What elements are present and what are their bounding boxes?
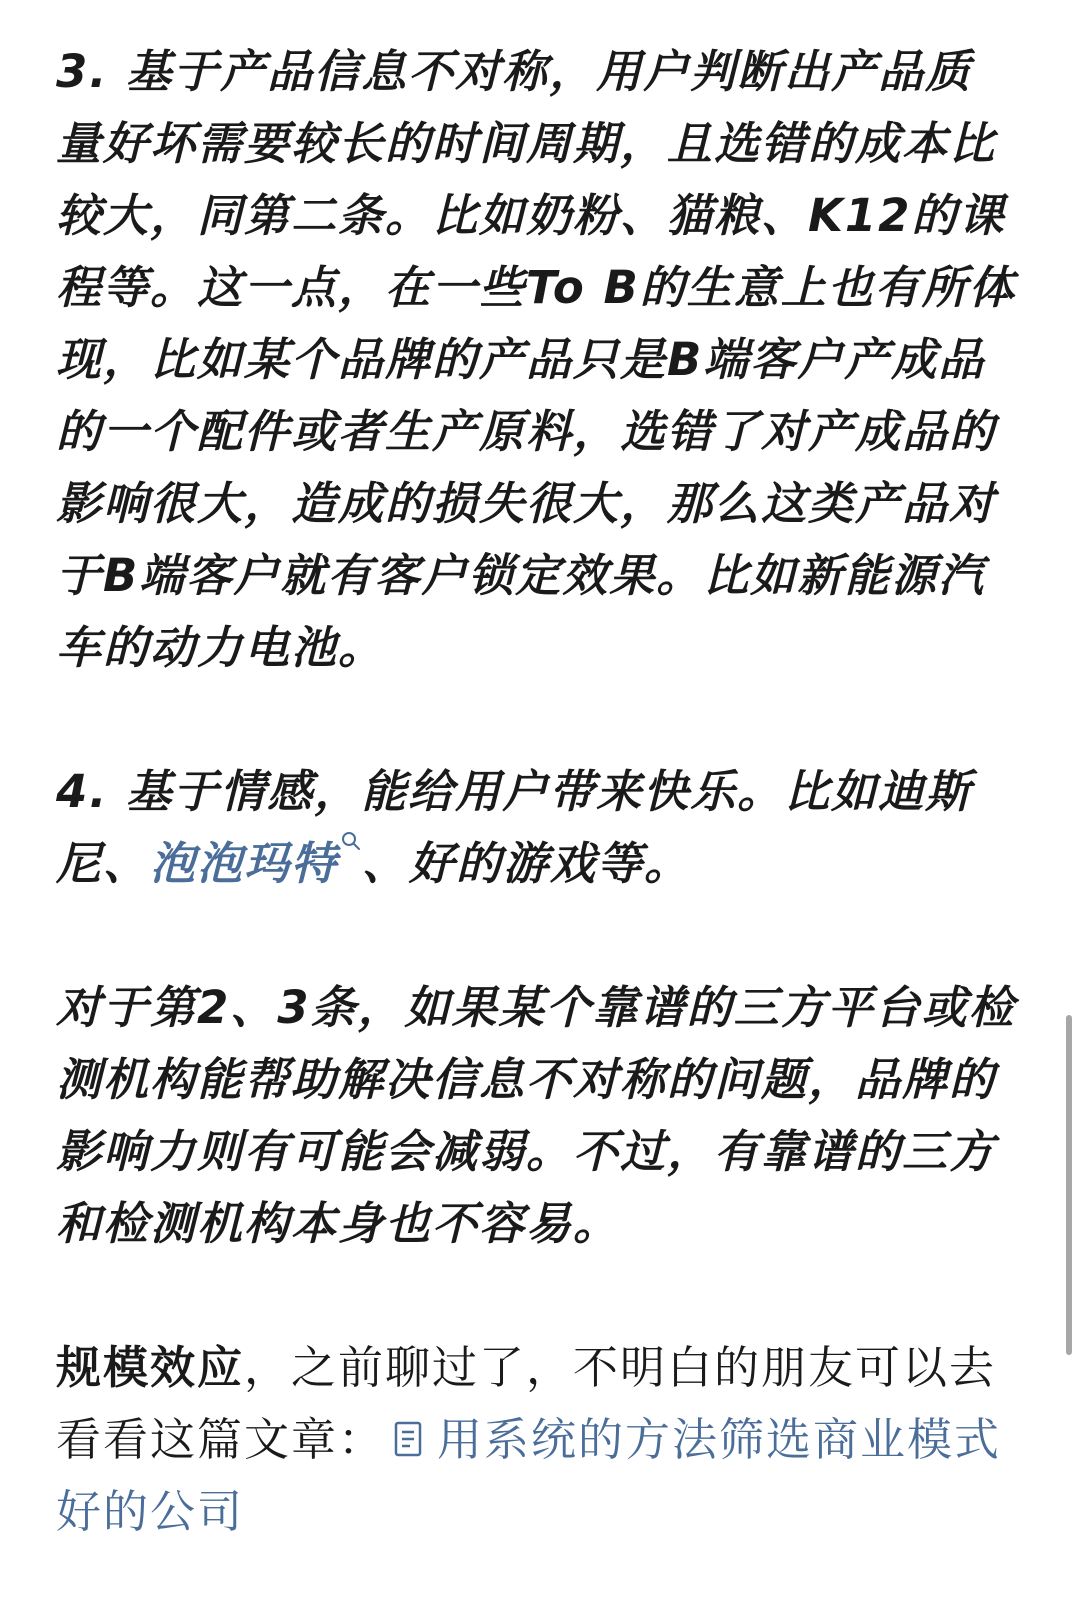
paragraph-point-4 <box>56 756 1018 900</box>
paragraph-text: 、好的游戏等。 <box>362 837 692 890</box>
search-icon[interactable] <box>340 828 362 862</box>
document-icon[interactable] <box>391 1408 427 1448</box>
paragraph-scale-effect <box>56 1332 1018 1548</box>
scrollbar[interactable] <box>1066 1015 1072 1355</box>
bold-term: 规模效应 <box>56 1341 245 1394</box>
paragraph-note <box>56 972 1018 1260</box>
paragraph-text: 3. 基于产品信息不对称，用户判断出产品质量好坏需要较长的时间周期，且选错的成本比较大，同第二条。比如奶粉、猫粮、K12的课程等。这一点，在一些To B的生意上也有所体现，比如某个品牌的产品只是B端客户产成品的一个配件或者生产原料，选错了对产成品的影响很大，造成的损失很大，那么这类产品对于B端客户就有客户锁定效果。比如新能源汽车的动力电池。 <box>56 45 1016 674</box>
paragraph-point-3 <box>56 36 1018 684</box>
search-link-popmart[interactable]: 泡泡玛特 <box>150 837 339 890</box>
paragraph-text: 对于第2、3条，如果某个靠谱的三方平台或检测机构能帮助解决信息不对称的问题，品牌的影响力则有可能会减弱。不过，有靠谱的三方和检测机构本身也不容易。 <box>56 981 1016 1250</box>
article-link[interactable]: 用系统的方法筛选商业模式好的公司 <box>56 1413 1002 1538</box>
paragraph-text: ，之前聊过了，不明白的朋友可以去看看这篇文章： <box>56 1341 997 1466</box>
paragraph-text: 4. 基于情感，能给用户带来快乐。比如迪斯尼、 <box>56 765 973 890</box>
article-body <box>56 36 1018 1620</box>
